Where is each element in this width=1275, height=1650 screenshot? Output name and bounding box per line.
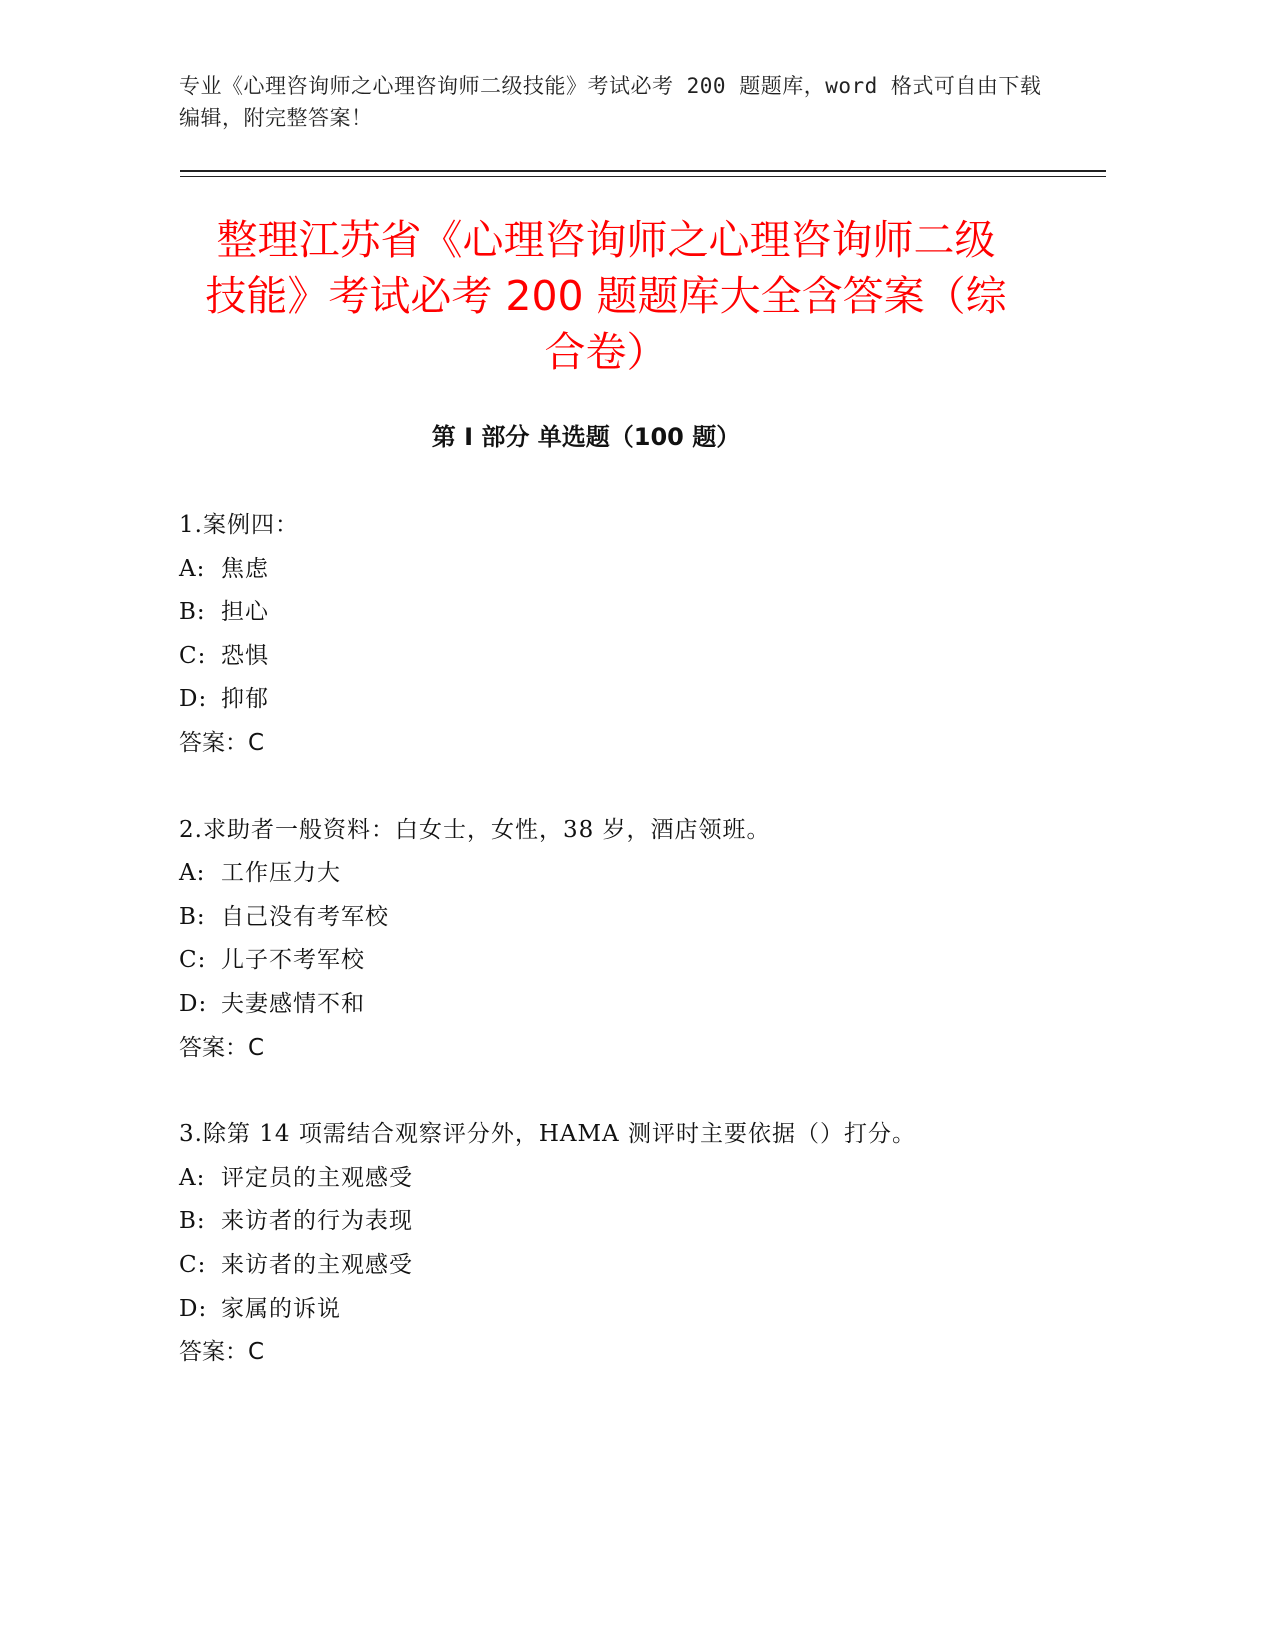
option-text: 儿子不考军校 xyxy=(221,947,365,974)
answer: 答案：C xyxy=(179,1034,265,1061)
title-line-2: 技能》考试必考 200 题题库大全含答案（综 xyxy=(205,272,1007,320)
option-d xyxy=(179,983,1079,1027)
option-key: B: xyxy=(179,1208,206,1235)
option-key: B: xyxy=(179,903,206,930)
option-d xyxy=(179,1288,1079,1332)
option-key: B: xyxy=(179,599,206,626)
option-text: 来访者的主观感受 xyxy=(221,1251,413,1278)
option-a xyxy=(179,852,1079,896)
option-text: 工作压力大 xyxy=(221,860,341,887)
question-stem: 3.除第 14 项需结合观察评分外，HAMA 测评时主要依据（）打分。 xyxy=(179,1121,916,1148)
option-b xyxy=(179,896,1079,940)
answer: 答案：C xyxy=(179,1339,265,1366)
option-text: 家属的诉说 xyxy=(221,1295,341,1322)
option-text: 焦虑 xyxy=(221,555,269,582)
title-line-1: 整理江苏省《心理咨询师之心理咨询师二级 xyxy=(216,216,996,264)
option-key: C: xyxy=(179,947,207,974)
option-b xyxy=(179,591,1079,635)
option-c xyxy=(179,939,1079,983)
option-key: C: xyxy=(179,1251,207,1278)
document-title xyxy=(180,212,1032,380)
section-title: 第 I 部分 单选题（100 题） xyxy=(431,423,741,451)
option-c xyxy=(179,635,1079,679)
option-c xyxy=(179,1244,1079,1288)
question-list xyxy=(179,504,1079,1418)
option-key: C: xyxy=(179,642,207,669)
option-b xyxy=(179,1200,1079,1244)
header-divider-thin xyxy=(180,176,1106,177)
option-key: A: xyxy=(179,1164,206,1191)
option-text: 评定员的主观感受 xyxy=(221,1164,413,1191)
header-note: 专业《心理咨询师之心理咨询师二级技能》考试必考 200 题题库，word 格式可自由下载编辑，附完整答案！ xyxy=(179,74,1042,130)
option-key: A: xyxy=(179,555,206,582)
option-a xyxy=(179,1157,1079,1201)
question-3 xyxy=(179,1113,1079,1375)
header-divider-thick xyxy=(180,170,1106,172)
option-text: 夫妻感情不和 xyxy=(221,990,365,1017)
answer: 答案：C xyxy=(179,729,265,756)
question-1 xyxy=(179,504,1079,766)
option-text: 来访者的行为表现 xyxy=(221,1208,413,1235)
option-text: 担心 xyxy=(221,599,269,626)
option-a xyxy=(179,548,1079,592)
option-text: 自己没有考军校 xyxy=(221,903,389,930)
question-stem: 1.案例四： xyxy=(179,512,299,538)
option-key: D: xyxy=(179,1295,208,1322)
option-d xyxy=(179,678,1079,722)
option-text: 抑郁 xyxy=(221,686,269,713)
option-text: 恐惧 xyxy=(221,642,269,669)
question-stem: 2.求助者一般资料：白女士，女性，38 岁，酒店领班。 xyxy=(179,816,771,843)
option-key: D: xyxy=(179,990,208,1017)
question-2 xyxy=(179,809,1079,1071)
option-key: A: xyxy=(179,860,206,887)
option-key: D: xyxy=(179,686,208,713)
title-line-3: 合卷） xyxy=(544,328,668,376)
